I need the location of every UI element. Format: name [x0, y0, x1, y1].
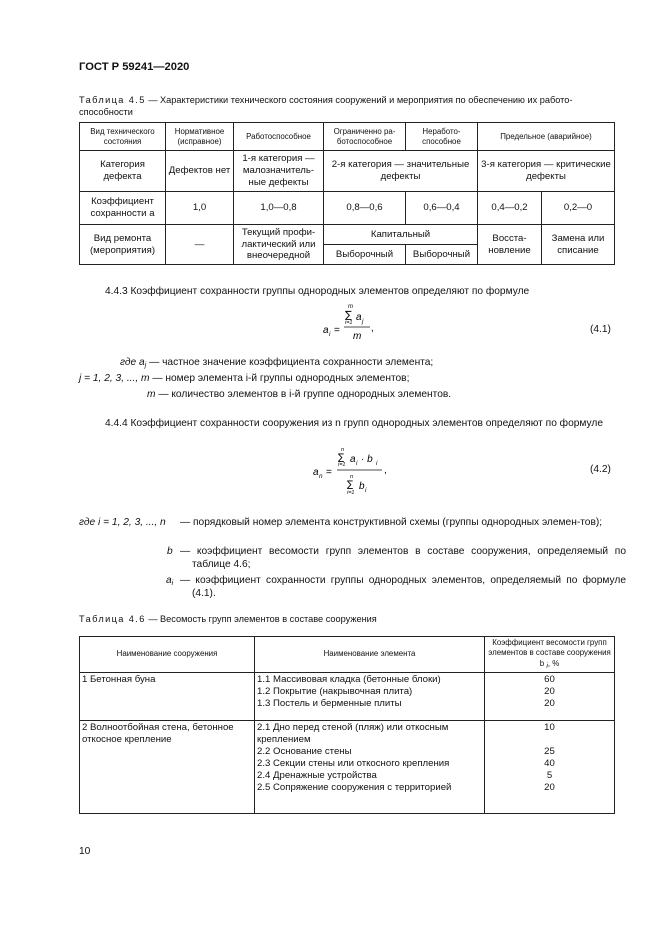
t45-r3-selective-1: Выборочный — [324, 245, 406, 265]
f1-num: a — [356, 312, 362, 323]
table-row: 40 — [544, 757, 555, 769]
table-row: 2.3 Секции стены или откосного крепления — [257, 757, 450, 769]
f2-den-sum-icon: ∑ — [347, 480, 354, 490]
where2-text-3: — коэффициент сохранности группы однородных элементов, определяемый по формуле (4.1). — [180, 575, 626, 600]
where2-sym-3 — [166, 574, 173, 588]
table-row: 10 — [544, 721, 555, 733]
t45-r2-value: 1,0 — [166, 192, 234, 225]
table-row: 2.4 Дренажные устройства — [257, 769, 377, 781]
f1-sum-bottom: i=1 — [345, 320, 353, 326]
f1-sum-icon: ∑ — [345, 310, 352, 321]
t45-r1-normal: Дефектов нет — [166, 151, 234, 192]
table-4-6 — [79, 636, 615, 814]
f2-den-sum-bottom: i=1 — [347, 490, 355, 496]
table45-caption-label: Таблица 4.5 — [79, 95, 146, 105]
f1-equals: = — [334, 325, 340, 336]
paragraph-4-4-3: 4.4.3 Коэффициент сохранности группы однородных элементов определяют по формуле — [105, 286, 530, 297]
where2-sym-2: b — [167, 546, 173, 557]
t46-group1-values — [485, 672, 615, 720]
table-row: 2.5 Сопряжение сооружения с территорией — [257, 781, 452, 793]
where1-item-1 — [120, 356, 433, 370]
t45-header-work: Работоспособное — [234, 123, 324, 151]
page-number: 10 — [79, 846, 91, 857]
f1-num-sub: j — [362, 318, 364, 325]
t45-header-critical: Предельное (аварийное) — [478, 123, 615, 151]
where1-text: — количество элементов в i-й группе однородных элементов. — [158, 389, 452, 400]
f2-den: b — [359, 481, 365, 492]
t46-header-coef — [485, 637, 615, 673]
t46-group2-elements — [255, 720, 485, 813]
t46-header-coef-text: Коэффициент весомости групп элементов в составе сооружения b — [488, 638, 611, 668]
where1-sym: j = 1, 2, 3, ..., m — [79, 373, 150, 384]
where1-item-2 — [79, 372, 409, 385]
t45-r2-value: 0,6—0,4 — [406, 192, 478, 225]
f1-den: m — [353, 331, 362, 342]
t46-header-coef-tail: , % — [547, 658, 560, 668]
document-header: ГОСТ Р 59241—2020 — [79, 61, 190, 73]
f2-sum-top: n — [341, 447, 345, 453]
f2-den-sum-top: n — [350, 474, 354, 480]
where2-sym-1 — [79, 516, 179, 529]
t46-group2-values — [485, 720, 615, 813]
t46-header-coef-sub: i — [546, 662, 548, 670]
table-row — [487, 734, 612, 746]
f2-lhs-sub: n — [319, 473, 323, 480]
table-row: 1.2 Покрытие (накрывочная плита) — [257, 685, 413, 697]
where2-text-2: — коэффициент весомости групп элементов в составе сооружения, определяемый по таблице 4.6; — [180, 546, 626, 571]
t45-r2-label — [80, 192, 166, 225]
t45-r3-restore: Восста-новление — [478, 225, 542, 265]
t45-r1-label: Категория дефекта — [80, 151, 166, 192]
where1-sym: m — [147, 389, 156, 400]
f2-lhs: a — [313, 467, 319, 478]
where1-sym: где a — [120, 357, 145, 368]
table-row: 5 — [546, 769, 553, 781]
f2-sum-icon: ∑ — [338, 453, 345, 463]
where2-sym-sub: i — [171, 580, 174, 587]
table-row: 20 — [544, 781, 555, 793]
where2-text-1: — порядковый номер элемента конструктивной схемы (группы однородных элемен-тов); — [180, 517, 603, 528]
f2-tail: , — [384, 465, 387, 476]
f1-tail: , — [371, 323, 374, 334]
f2-mul-sub: i — [376, 460, 378, 467]
where1-sub: j — [144, 362, 147, 369]
f2-den-sub: i — [365, 487, 367, 494]
t45-r3-capital: Капитальный — [324, 225, 478, 245]
t45-r3-label: Вид ремонта (мероприятия) — [80, 225, 166, 265]
where1-item-3 — [147, 388, 451, 401]
table-row: 1.3 Постель и берменные плиты — [257, 697, 402, 709]
table-row: 1.1 Массивовая кладка (бетонные блоки) — [257, 673, 441, 685]
table46-caption-label: Таблица 4.6 — [79, 614, 146, 624]
t45-header-type: Вид технического состояния — [80, 123, 166, 151]
t45-r2-label-text: Коэффициент сохранности a — [90, 196, 155, 219]
where2-sym-text: где i = 1, 2, 3, ..., n — [79, 517, 166, 528]
t45-r2-value: 0,8—0,6 — [324, 192, 406, 225]
t45-r3-replace: Замена или списание — [542, 225, 615, 265]
paragraph-4-4-4: 4.4.4 Коэффициент сохранности сооружения из n групп однородных элементов определяют по формуле — [105, 418, 603, 429]
f1-lhs: a — [323, 325, 329, 336]
table-row: 25 — [544, 745, 555, 757]
f2-num: a — [350, 454, 356, 465]
table-row: 2.2 Основание стены — [257, 745, 352, 757]
f2-sum-bottom: i=1 — [338, 462, 346, 468]
where1-text: — частное значение коэффициента сохранности элемента; — [149, 357, 434, 368]
t45-r3-work: Текущий профи-лактический или внеочередной — [234, 225, 324, 265]
t45-r2-value: 0,2—0 — [542, 192, 615, 225]
t45-header-normal: Нормативное (исправное) — [166, 123, 234, 151]
f1-sum-top: m — [348, 304, 353, 310]
formula-4-2 — [300, 447, 400, 499]
f2-mul: · b — [361, 454, 373, 465]
t45-r1-mid: 2-я категория — значительные дефекты — [324, 151, 478, 192]
table46-caption-text: — Весомость групп элементов в составе сооружения — [148, 614, 377, 624]
t46-group2-name: 2 Волноотбойная стена, бетонное откосное крепление — [80, 720, 255, 813]
table-row: 60 — [544, 673, 555, 685]
table-row: 2.1 Дно перед стеной (пляж) или откосным креплением — [257, 721, 449, 745]
table45-caption — [79, 94, 614, 118]
where1-text: — номер элемента i-й группы однородных элементов; — [152, 373, 410, 384]
t45-r2-value: 1,0—0,8 — [234, 192, 324, 225]
t46-header-name: Наименование сооружения — [80, 637, 255, 673]
t46-group1-elements — [255, 672, 485, 720]
t45-r3-selective-2: Выборочный — [406, 245, 478, 265]
t45-r2-value: 0,4—0,2 — [478, 192, 542, 225]
f2-equals: = — [326, 467, 332, 478]
t46-group1-name: 1 Бетонная буна — [80, 672, 255, 720]
table-row: 20 — [544, 685, 555, 697]
t45-r1-crit: 3-я категория — критические дефекты — [478, 151, 615, 192]
where2-sym-text: a — [166, 575, 172, 586]
t45-r3-normal: — — [166, 225, 234, 265]
formula-4-1 — [300, 304, 390, 344]
table-4-5 — [79, 122, 615, 265]
table-row: 20 — [544, 697, 555, 709]
t45-header-limited: Ограниченно ра-ботоспособное — [324, 123, 406, 151]
f1-lhs-sub: i — [329, 331, 331, 338]
formula-4-1-number: (4.1) — [590, 324, 611, 335]
t46-header-element: Наименование элемента — [255, 637, 485, 673]
formula-4-2-number: (4.2) — [590, 464, 611, 475]
t45-header-nonwork: Неработо-способное — [406, 123, 478, 151]
table46-caption — [79, 613, 377, 625]
table45-caption-text: — Характеристики технического состояния сооружений и мероприятия по обеспечению их работо-способности — [79, 95, 573, 118]
t45-r1-work: 1-я категория — малозначитель-ные дефекты — [234, 151, 324, 192]
f2-num-sub: i — [356, 460, 358, 467]
